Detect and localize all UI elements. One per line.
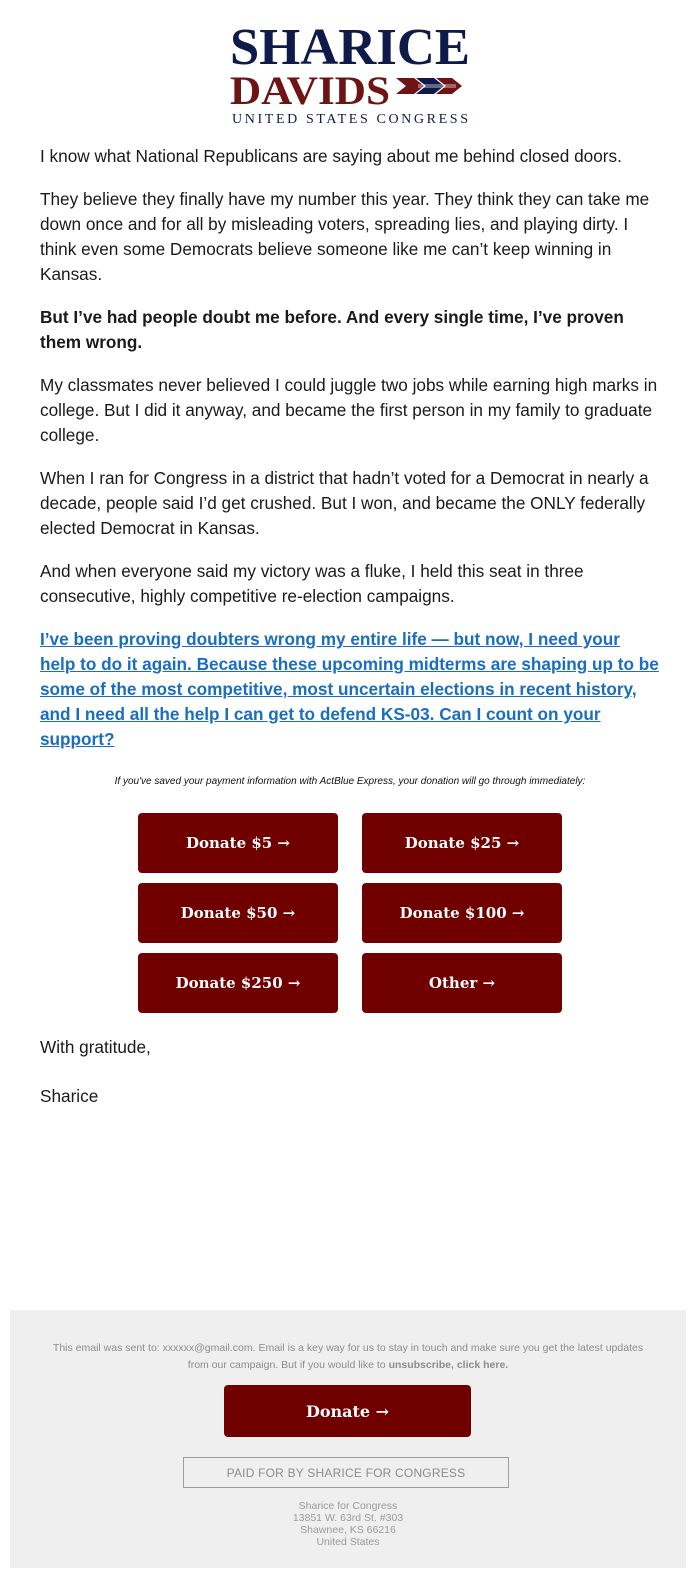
paragraph-5: When I ran for Congress in a district that hadn’t voted for a Democrat in nearly a decade, people said I’d get crushed. But I won, and became the ONLY federally elected Democrat in Kansas. xyxy=(40,468,649,538)
donate-5-button[interactable]: Donate $5 → xyxy=(138,813,338,873)
logo-line-1: SHARICE xyxy=(230,20,470,76)
logo-graphic xyxy=(220,20,480,132)
paragraph-6: And when everyone said my victory was a fluke, I held this seat in three consecutive, highly competitive re-election campaigns. xyxy=(40,561,584,606)
footer-notice-text: This email was sent to: xxxxxx@gmail.com. Email is a key way for us to stay in touch and make sure you get the latest updates from our campaign. But if you would like to xyxy=(52,1342,644,1371)
support-cta-link[interactable]: I’ve been proving doubters wrong my entire life — but now, I need your help to do it again. Because these upcoming midterms are shaping up to be some of the most competitive, most uncertain elections in recent history, and I need all the help I can get to defend KS-03. Can I count on your support? xyxy=(40,629,659,749)
donate-50-button[interactable]: Donate $50 → xyxy=(138,883,338,943)
paragraph-1: I know what National Republicans are saying about me behind closed doors. xyxy=(40,146,622,166)
donate-100-button[interactable]: Donate $100 → xyxy=(362,883,562,943)
logo-line-3: UNITED STATES CONGRESS xyxy=(232,112,468,127)
logo-line-2: DAVIDS xyxy=(230,68,390,113)
signoff xyxy=(40,1035,151,1133)
paid-for-disclaimer: PAID FOR BY SHARICE FOR CONGRESS xyxy=(183,1457,509,1488)
address-line: 13851 W. 63rd St. #303 xyxy=(292,1512,404,1524)
donate-other-button[interactable]: Other → xyxy=(362,953,562,1013)
closing-text: With gratitude, xyxy=(40,1037,151,1057)
email-footer xyxy=(10,1310,686,1568)
footer-donate-button[interactable]: Donate → xyxy=(224,1385,471,1437)
donate-25-button[interactable]: Donate $25 → xyxy=(362,813,562,873)
chevron-arrows-icon xyxy=(396,78,462,94)
address-line: Sharice for Congress xyxy=(298,1500,398,1512)
actblue-express-note: If you've saved your payment information with ActBlue Express, your donation will go through immediately: xyxy=(114,776,586,787)
paragraph-2: They believe they finally have my number this year. They think they can take me down once and for all by misleading voters, spreading lies, and playing dirty. I think even some Democrats believe someone like me can’t keep winning in Kansas. xyxy=(40,189,650,284)
paragraph-4: My classmates never believed I could juggle two jobs while earning high marks in college. But I did it anyway, and became the first person in my family to graduate college. xyxy=(40,375,658,445)
unsubscribe-link[interactable]: unsubscribe, click here. xyxy=(388,1359,509,1371)
email-body xyxy=(40,144,660,770)
footer-notice xyxy=(50,1340,646,1374)
address-line: Shawnee, KS 66216 xyxy=(300,1524,396,1536)
campaign-logo xyxy=(0,20,700,132)
mailing-address xyxy=(10,1500,686,1548)
donate-250-button[interactable]: Donate $250 → xyxy=(138,953,338,1013)
signature-name: Sharice xyxy=(40,1086,99,1106)
address-line: United States xyxy=(316,1536,380,1548)
paragraph-3: But I’ve had people doubt me before. And every single time, I’ve proven them wrong. xyxy=(40,307,624,352)
donate-button-grid xyxy=(138,813,562,1013)
